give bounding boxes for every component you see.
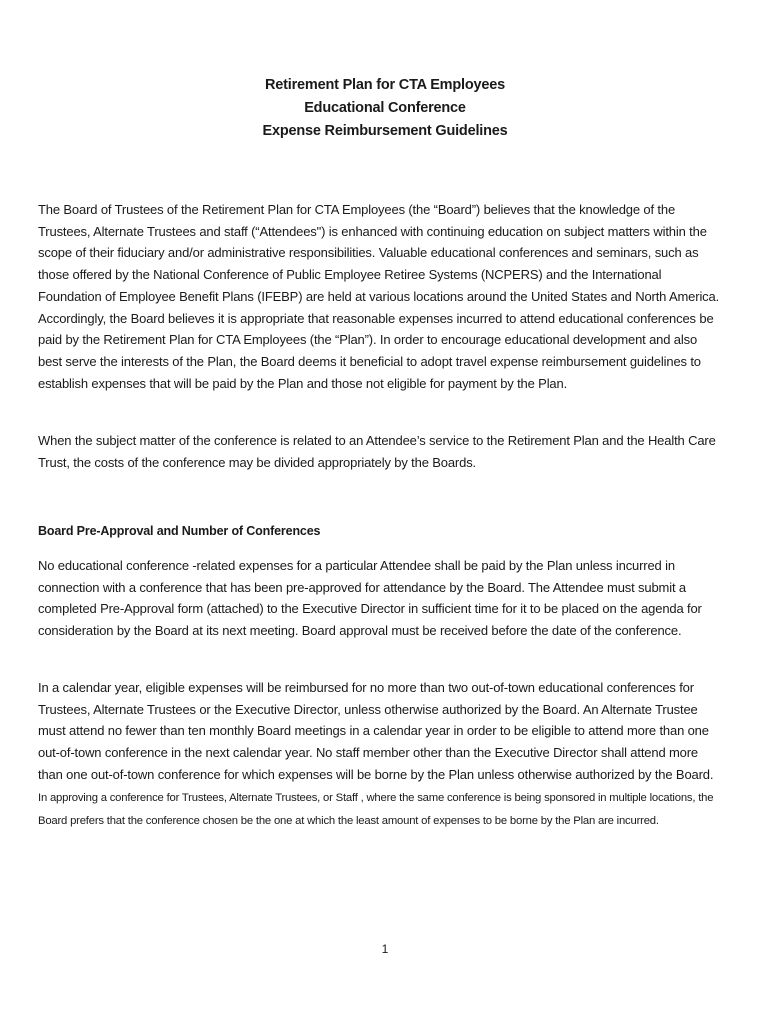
- page-number: 1: [381, 942, 389, 956]
- cost-division-paragraph-text: When the subject matter of the conference is related to an Attendee’s service to the Retirement Plan and the Health Care Trust, the costs of the conference may be divided appropriately by the Boards.: [38, 433, 716, 470]
- document-title: [0, 74, 770, 143]
- cost-division-paragraph: [38, 430, 724, 473]
- title-line-1: Retirement Plan for CTA Employees: [265, 77, 505, 93]
- section-heading: Board Pre-Approval and Number of Conferences: [38, 524, 321, 538]
- conference-limit-paragraph: [38, 677, 724, 833]
- conference-limit-paragraph-text: [38, 677, 724, 833]
- intro-paragraph-text: The Board of Trustees of the Retirement Plan for CTA Employees (the “Board”) believes that the knowledge of the Trustees, Alternate Trustees and staff (“Attendees") is enhanced with continuing education on subject matters within the scope of their fiduciary and/or administrative responsibilities. Valuable educational conferences and seminars, such as those offered by the National Conference of Public Employee Retiree Systems (NCPERS) and the International Foundation of Employee Benefit Plans (IFEBP) are held at various locations around the United States and North America. Accordingly, the Board believes it is appropriate that reasonable expenses incurred to attend educational conferences be paid by the Retirement Plan for CTA Employees (the “Plan”). In order to encourage educational development and also best serve the interests of the Plan, the Board deems it beneficial to adopt travel expense reimbursement guidelines to establish expenses that will be paid by the Plan and those not eligible for payment by the Plan.: [38, 202, 720, 391]
- conference-limit-main-text: In a calendar year, eligible expenses will be reimbursed for no more than two out-of-town educational conferences for Trustees, Alternate Trustees or the Executive Director, unless otherwise authorized by the Board. An Alternate Trustee must attend no fewer than ten monthly Board meetings in a calendar year in order to be eligible to attend more than one out-of-town conference in the next calendar year. No staff member other than the Executive Director shall attend more than one out-of-town conference for which expenses will be borne by the Plan unless otherwise authorized by the Board.: [38, 680, 714, 782]
- pre-approval-paragraph: [38, 555, 724, 642]
- title-line-3: Expense Reimbursement Guidelines: [262, 123, 508, 139]
- pre-approval-paragraph-text: No educational conference -related expenses for a particular Attendee shall be paid by the Plan unless incurred in connection with a conference that has been pre-approved for attendance by the Board. The Attendee must submit a completed Pre-Approval form (attached) to the Executive Director in sufficient time for it to be placed on the agenda for consideration by the Board at its next meeting. Board approval must be received before the date of the conference.: [38, 558, 702, 639]
- intro-paragraph: [38, 199, 724, 394]
- conference-location-note: In approving a conference for Trustees, Alternate Trustees, or Staff , where the same conference is being sponsored in multiple locations, the Board prefers that the conference chosen be the one at which the least amount of expenses to be borne by the Plan are incurred.: [38, 791, 714, 828]
- title-line-2: Educational Conference: [304, 100, 466, 116]
